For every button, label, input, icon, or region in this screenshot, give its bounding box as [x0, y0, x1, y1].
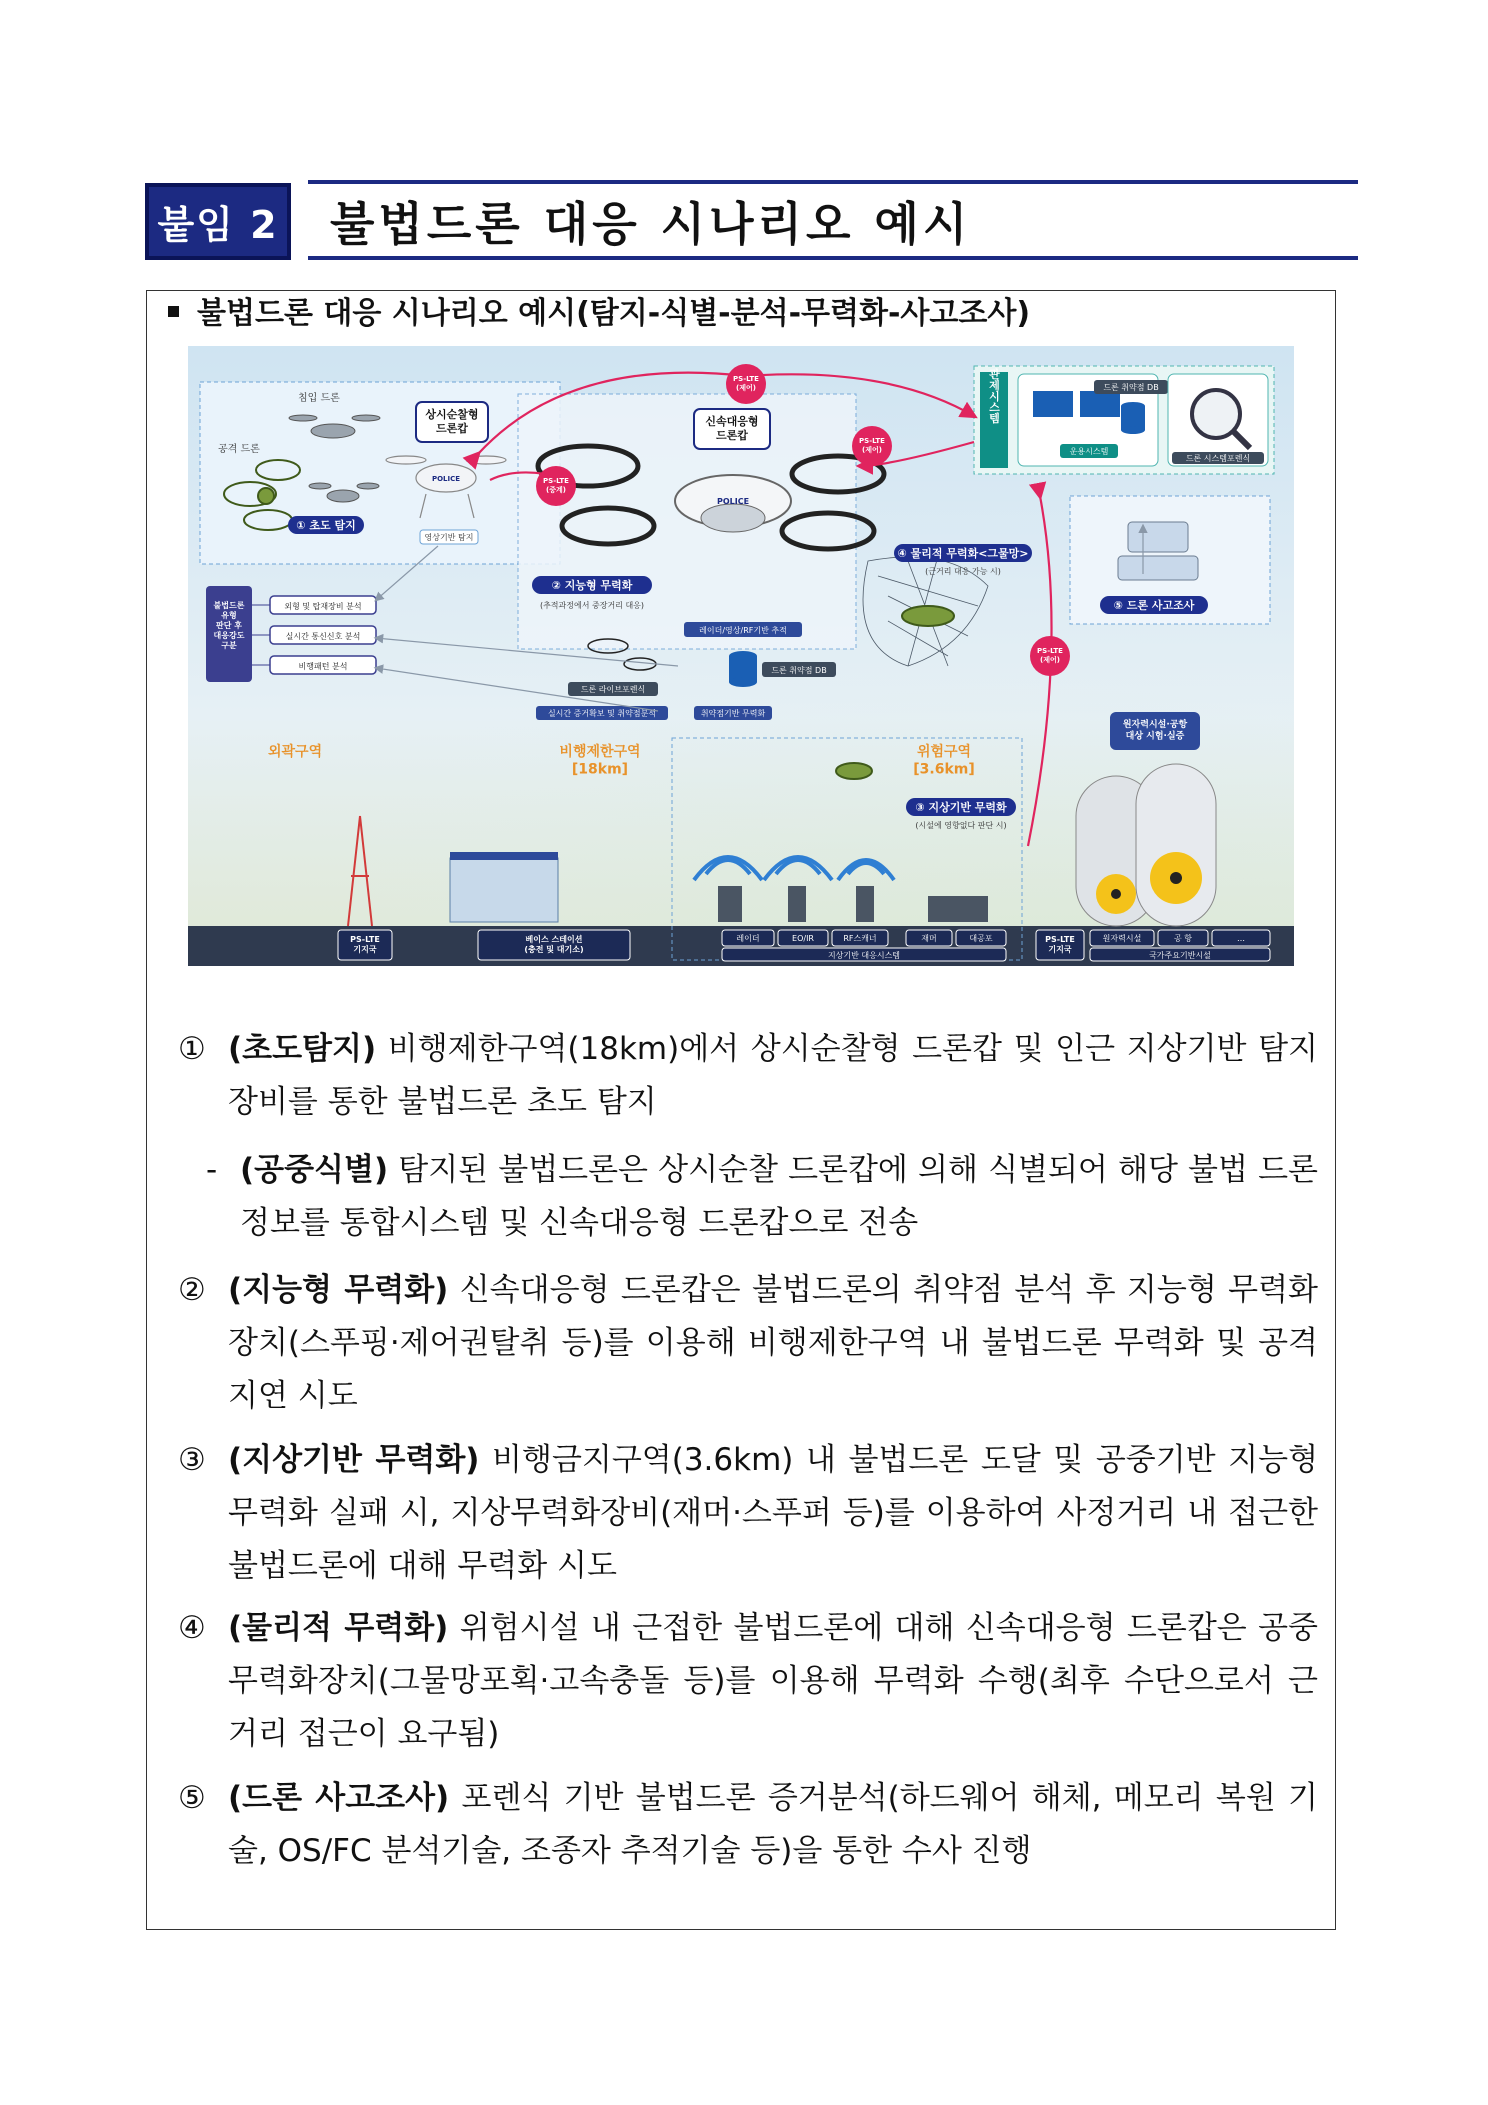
- list-item: [178, 1264, 1318, 1423]
- label-step5: ⑤ 드론 사고조사: [1113, 599, 1195, 612]
- label-step1: ① 초도 탐지: [296, 519, 356, 532]
- section-subtitle: [168, 288, 1030, 332]
- list-item: [178, 1772, 1318, 1878]
- label-vuln-db-2: 드론 취약점 DB: [1103, 383, 1159, 392]
- label-video-detect: 영상기반 탐지: [424, 533, 474, 542]
- label-analysis2: 실시간 통신신호 분석: [285, 632, 361, 641]
- label-control-system: 관제시스템: [987, 368, 1001, 424]
- label-sys-forensic: 드론 시스템포렌식: [1185, 454, 1251, 463]
- label-rapid-dronecop: 신속대응형 드론캅: [705, 415, 759, 442]
- item-text: 위험시설 내 근접한 불법드론에 대해 신속대응형 드론캅은 공중무력화장치(그물망포획·고속충돌 등)를 이용해 무력화 수행(최후 수단으로서 근거리 접근이 요구됨): [228, 1610, 1318, 1752]
- nuclear-plant-icon: [1076, 764, 1216, 926]
- label-airport: 공 항: [1174, 934, 1192, 943]
- label-step4-note: (근거리 대응 가능 시): [925, 567, 1001, 576]
- list-item: [178, 1023, 1318, 1129]
- label-attack-drone: 공격 드론: [218, 444, 260, 455]
- label-live-forensic: 드론 라이브포렌식: [580, 685, 646, 694]
- header-rule-bottom: [308, 256, 1358, 260]
- list-item: [178, 1434, 1318, 1593]
- item-heading: (지능형 무력화): [228, 1272, 449, 1308]
- attachment-badge: 붙임 2: [145, 183, 291, 260]
- item-heading: (물리적 무력화): [228, 1610, 449, 1646]
- label-national-facility: 국가주요기반시설: [1149, 951, 1211, 960]
- label-restricted-zone: 비행제한구역 [18km]: [559, 744, 641, 778]
- section-subtitle-text: 불법드론 대응 시나리오 예시(탐지-식별-분석-무력화-사고조사): [197, 296, 1031, 331]
- header-rule-top: [308, 180, 1358, 184]
- item-text: 탐지된 불법드론은 상시순찰 드론캅에 의해 식별되어 해당 불법 드론 정보를 통합시스템 및 신속대응형 드론캅으로 전송: [240, 1152, 1318, 1241]
- label-realtime-evidence: 실시간 증거확보 및 취약점분석: [547, 709, 657, 718]
- label-aa-gun: 대공포: [969, 934, 993, 943]
- item-heading: (지상기반 무력화): [228, 1442, 480, 1478]
- label-rf-scanner: RF스캐너: [843, 934, 877, 943]
- item-text: 비행금지구역(3.6km) 내 불법드론 도달 및 공중기반 지능형 무력화 실패 시, 지상무력화장비(재머·스푸퍼 등)를 이용하여 사정거리 내 접근한 불법드론에 대해 무력화 시도: [228, 1442, 1319, 1584]
- page-title: 불법드론 대응 시나리오 예시: [330, 197, 972, 251]
- label-step3: ③ 지상기반 무력화: [915, 801, 1007, 814]
- label-pslte-control-3: PS-LTE (제어): [1037, 647, 1063, 664]
- label-police: POLICE: [431, 475, 461, 483]
- item-number: ③: [178, 1442, 206, 1478]
- label-pslte-relay: PS-LTE (중계): [543, 477, 569, 494]
- label-eoir: EO/IR: [792, 934, 814, 943]
- item-heading: (드론 사고조사): [228, 1780, 450, 1816]
- label-jammer: 재머: [921, 934, 937, 943]
- item-number: -: [206, 1152, 218, 1188]
- label-police-2: POLICE: [716, 497, 750, 506]
- item-number: ④: [178, 1610, 206, 1646]
- item-number: ①: [178, 1031, 206, 1067]
- vuln-db-icon: [729, 651, 757, 687]
- item-number: ⑤: [178, 1780, 206, 1816]
- label-analysis3: 비행패턴 분석: [298, 662, 348, 671]
- label-pslte-control-2: PS-LTE (제어): [859, 437, 885, 454]
- label-outer-zone: 외곽구역: [268, 744, 323, 760]
- label-step2: ② 지능형 무력화: [551, 579, 633, 592]
- item-number: ②: [178, 1272, 206, 1308]
- item-text: 비행제한구역(18km)에서 상시순찰형 드론캅 및 인근 지상기반 탐지장비를 통한 불법드론 초도 탐지: [228, 1031, 1318, 1120]
- rapid-response-panel: [518, 394, 856, 649]
- label-analysis1: 외형 및 탑재장비 분석: [284, 602, 362, 611]
- label-radar: 레이더: [736, 934, 760, 943]
- label-danger-zone: 위험구역 [3.6km]: [913, 744, 975, 778]
- label-nuclear: 원자력시설: [1102, 934, 1142, 943]
- list-item: [178, 1144, 1318, 1250]
- label-step4: ④ 물리적 무력화<그물망>: [897, 547, 1029, 560]
- item-text: 포렌식 기반 불법드론 증거분석(하드웨어 해체, 메모리 복원 기술, OS/FC 분석기술, 조종자 추적기술 등)을 통한 수사 진행: [228, 1780, 1318, 1869]
- item-heading: (초도탐지): [228, 1031, 377, 1067]
- label-vuln-db: 드론 취약점 DB: [771, 666, 827, 675]
- label-step2-note: (추적과정에서 중장거리 대응): [539, 601, 645, 610]
- label-pslte-station-2: PS-LTE 기지국: [1045, 935, 1075, 954]
- label-pslte-station: PS-LTE 기지국: [350, 935, 380, 954]
- list-item: [178, 1602, 1318, 1761]
- label-ground-system: 지상기반 대응시스템: [827, 951, 901, 960]
- label-pslte-control-1: PS-LTE (제어): [733, 375, 759, 392]
- item-heading: (공중식별): [240, 1152, 389, 1188]
- label-intrusion-drone: 침입 드론: [298, 393, 340, 404]
- label-nuclear-test: 원자력시설·공항 대상 시험·실증: [1122, 720, 1188, 742]
- scenario-diagram: [188, 346, 1294, 966]
- label-etc: …: [1237, 934, 1245, 943]
- label-patrol-dronecop: 상시순찰형 드론캅: [425, 408, 479, 435]
- label-classify: 불법드론 유형 판단 후 대응강도 구분: [213, 601, 245, 650]
- label-track: 레이더/영상/RF기반 추적: [699, 626, 787, 635]
- label-step3-note: (시설에 영향없다 판단 시): [915, 821, 1007, 830]
- label-base-station: 베이스 스테이션 (충전 및 대기소): [524, 935, 584, 954]
- detection-panel: [200, 382, 560, 564]
- item-text: 신속대응형 드론캅은 불법드론의 취약점 분석 후 지능형 무력화장치(스푸핑·제어권탈취 등)를 이용해 비행제한구역 내 불법드론 무력화 및 공격지연 시도: [228, 1272, 1318, 1414]
- label-ops-system: 운용시스템: [1069, 447, 1109, 456]
- bullet-square-icon: [168, 306, 179, 317]
- label-vuln-neutral: 취약점기반 무력화: [700, 709, 766, 718]
